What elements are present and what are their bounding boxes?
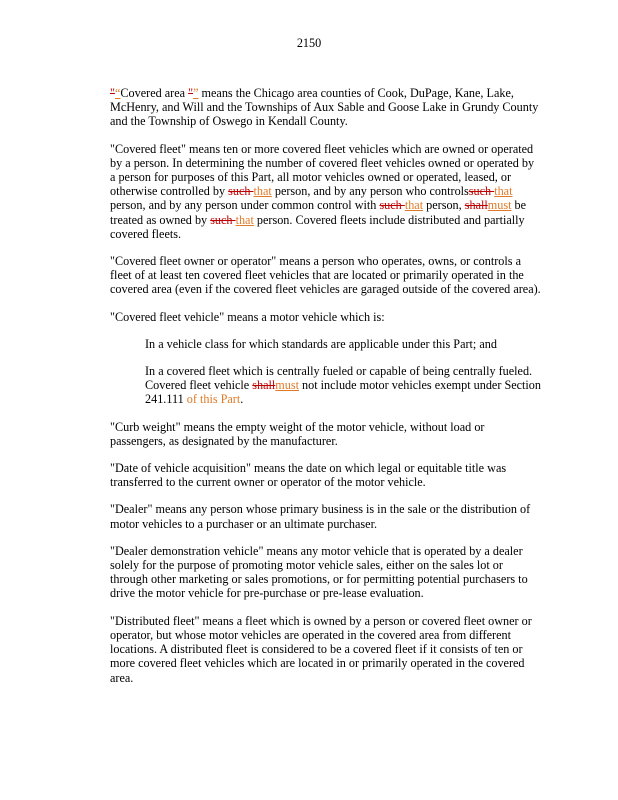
inserted-text: that xyxy=(494,184,513,199)
definition-text: In a covered fleet which is centrally fueled or capable of being centrally fueled. Covered fleet vehicle xyxy=(145,364,533,393)
inserted-text: of this Part xyxy=(183,392,241,407)
covered-fleet-vehicle-item-1: In a vehicle class for which standards are applicable under this Part; and xyxy=(145,336,497,351)
definition-distributed-fleet: "Distributed fleet" means a fleet which is owned by a person or covered fleet owner or operator, but whose motor vehicles are operated in the covered area from different locations. A distributed fleet is considered to be a covered fleet if it consists of ten or more covered fleet vehicles which are located in or primarily operated in the covered area. xyxy=(110,613,532,685)
definition-covered-fleet-vehicle: "Covered fleet vehicle" means a motor vehicle which is: xyxy=(110,309,385,324)
definition-text: not include motor vehicles exempt under Section 241.111 xyxy=(145,378,541,407)
definition-text: person, xyxy=(423,198,465,213)
definition-dealer: "Dealer" means any person whose primary business is in the sale or the distribution of motor vehicles to a purchaser or an ultimate purchaser. xyxy=(110,502,531,531)
inserted-text: must xyxy=(487,198,512,213)
definition-covered-area xyxy=(110,86,542,129)
inserted-text: that xyxy=(253,184,272,199)
inserted-text: “ xyxy=(114,86,121,100)
definition-text: means the Chicago area counties of Cook, DuPage, Kane, Lake, McHenry, and Will and the Townships of Aux Sable and Goose Lake in Grundy County and the Township of Oswego in Kendall County. xyxy=(110,86,539,129)
definition-text: person. Covered fleets include distributed and partially covered fleets. xyxy=(110,212,525,241)
deleted-text: shall xyxy=(252,378,276,393)
covered-fleet-vehicle-item-2 xyxy=(110,364,542,407)
inserted-text: that xyxy=(404,198,424,213)
definition-text: be treated as owned by xyxy=(110,198,527,227)
definition-text: . xyxy=(240,392,244,407)
definition-covered-fleet-owner: "Covered fleet owner or operator" means a person who operates, owns, or controls a fleet of at least ten covered fleet vehicles that are located or primarily operated in the covered area (even if the covered fleet vehicles are garaged outside of the covered area). xyxy=(110,254,541,297)
deleted-text: shall xyxy=(464,198,488,213)
inserted-text: must xyxy=(275,378,299,393)
definition-date-of-vehicle-acquisition: "Date of vehicle acquisition" means the date on which legal or equitable title was transferred to the current owner or operator of the motor vehicle. xyxy=(110,461,507,490)
deleted-text: such xyxy=(210,212,236,227)
definition-covered-fleet xyxy=(110,142,542,241)
inserted-text: ” xyxy=(193,86,199,100)
definition-text: Covered area xyxy=(120,86,189,100)
deleted-text: " xyxy=(110,86,115,100)
definition-text: person, and by any person under common control with xyxy=(110,198,380,213)
definition-curb-weight: "Curb weight" means the empty weight of the motor vehicle, without load or passengers, as designated by the manufacturer. xyxy=(110,419,485,448)
definition-dealer-demonstration-vehicle: "Dealer demonstration vehicle" means any motor vehicle that is operated by a dealer solely for the purpose of promoting motor vehicle sales, either on the sales lot or through other marketing or sales promotions, or for permitting potential purchasers to drive the motor vehicle for pre-purchase or pre-lease evaluation. xyxy=(110,543,528,601)
deleted-text: such xyxy=(379,198,405,213)
definition-text: "Covered fleet" means ten or more covered fleet vehicles which are owned or operated by a person. In determining the number of covered fleet vehicles owned or operated by a person for purposes of this Part, all motor vehicles owned or operated, leased, or otherwise controlled by xyxy=(110,141,535,199)
document-body xyxy=(110,86,542,698)
page-number: 2150 xyxy=(296,36,322,50)
deleted-text: such xyxy=(228,184,254,199)
definition-text: person, and by any person who controls xyxy=(271,184,469,199)
deleted-text: " xyxy=(188,86,194,100)
inserted-text: that xyxy=(235,212,254,227)
deleted-text: such xyxy=(468,184,495,199)
